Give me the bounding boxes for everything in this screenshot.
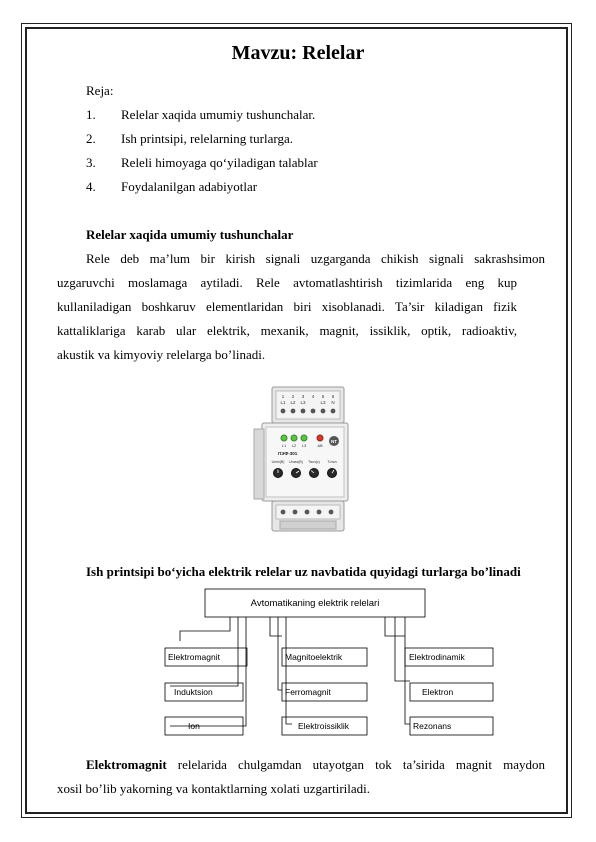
terminal-number: 6 — [331, 394, 335, 399]
diagram-root-label: Avtomatikaning elektrik relelari — [250, 598, 380, 609]
diagram-node-label: Induktsion — [174, 687, 213, 697]
diagram-node-label: Elektrodinamik — [409, 652, 465, 662]
led-label: L3 — [301, 443, 307, 448]
knob-label: Umin(B) — [271, 460, 285, 464]
terminal-label: N — [331, 400, 335, 405]
diagram-node-label: Ion — [188, 721, 200, 731]
diagram-node-label: Rezonans — [413, 721, 452, 731]
paragraph-line: kattaliklariga karab ular elektrik, mexanik, magnit, issiklik, optik, radioaktiv, — [57, 323, 517, 338]
paragraph-line: kullaniladigan boshkaruv elementlaridan biri xisoblanadi. Ta’sir kiladigan fizik — [57, 299, 517, 314]
plan-item-num: 2. — [86, 131, 96, 146]
relay-device-image — [250, 385, 350, 535]
terminal-number: 4 — [311, 394, 315, 399]
plan-heading: Reja: — [86, 83, 114, 98]
diagram-node-label: Elektromagnit — [168, 652, 220, 662]
device-model: ПЭФ-301 — [278, 451, 298, 456]
plan-item-text: Foydalanilgan adabiyotlar — [121, 179, 258, 194]
diagram-node-label: Elektron — [422, 687, 454, 697]
terminal-number: 5 — [321, 394, 325, 399]
terminal-label: L3 — [300, 400, 306, 405]
terminal-label: L1 — [280, 400, 286, 405]
paragraph-line: xosil bo’lib yakorning va kontaktlarning xolati uzgartiriladi. — [57, 781, 371, 796]
section-heading: Ish printsipi bo‘yicha elektrik relelar uz navbatida quyidagi turlarga bo’linadi — [86, 564, 521, 579]
diagram-node-label: Ferromagnit — [285, 687, 331, 697]
terminal-number: 1 — [281, 394, 285, 399]
paragraph-line: uzgaruvchi moslamaga aytiladi. Rele avtomatlashtirish tizimlarida eng kup — [57, 275, 517, 290]
paragraph-text: relelarida chulgamdan utayotgan tok ta’sirida magnit maydon — [166, 757, 545, 772]
terminal-label: L3 — [320, 400, 326, 405]
terminal-number: 2 — [291, 394, 295, 399]
plan-item-num: 3. — [86, 155, 96, 170]
plan-item-text: Ish printsipi, relelarning turlarga. — [121, 131, 293, 146]
led-label: L1 — [281, 443, 287, 448]
plan-item-num: 4. — [86, 179, 96, 194]
brand-logo: NT — [331, 439, 337, 444]
led-label: АВ — [317, 443, 323, 448]
diagram-node-label: Elektroissiklik — [298, 721, 350, 731]
plan-item-text: Relelar xaqida umumiy tushunchalar. — [121, 107, 316, 122]
relay-types-diagram — [160, 586, 500, 746]
led-label: L2 — [291, 443, 297, 448]
plan-item-text: Releli himoyaga qo‘yiladigan talablar — [121, 155, 318, 170]
knob-label: Umax(B) — [289, 460, 303, 464]
page-title: Mavzu: Relelar — [231, 42, 365, 64]
knob-label: Tвкл(c) — [308, 460, 320, 464]
paragraph-line — [86, 757, 545, 772]
paragraph-line: akustik va kimyoviy relelarga bo’linadi. — [57, 347, 266, 362]
terminal-label: L2 — [290, 400, 296, 405]
term-highlight: Elektromagnit — [86, 757, 167, 772]
plan-item-num: 1. — [86, 107, 96, 122]
diagram-node-label: Magnitoelektrik — [285, 652, 343, 662]
knob-label: Tоткл — [327, 460, 337, 464]
paragraph-line: Rele deb ma’lum bir kirish signali uzgarganda chikish signali sakrashsimon — [86, 251, 545, 266]
section-heading: Relelar xaqida umumiy tushunchalar — [86, 227, 294, 242]
terminal-number: 3 — [301, 394, 305, 399]
